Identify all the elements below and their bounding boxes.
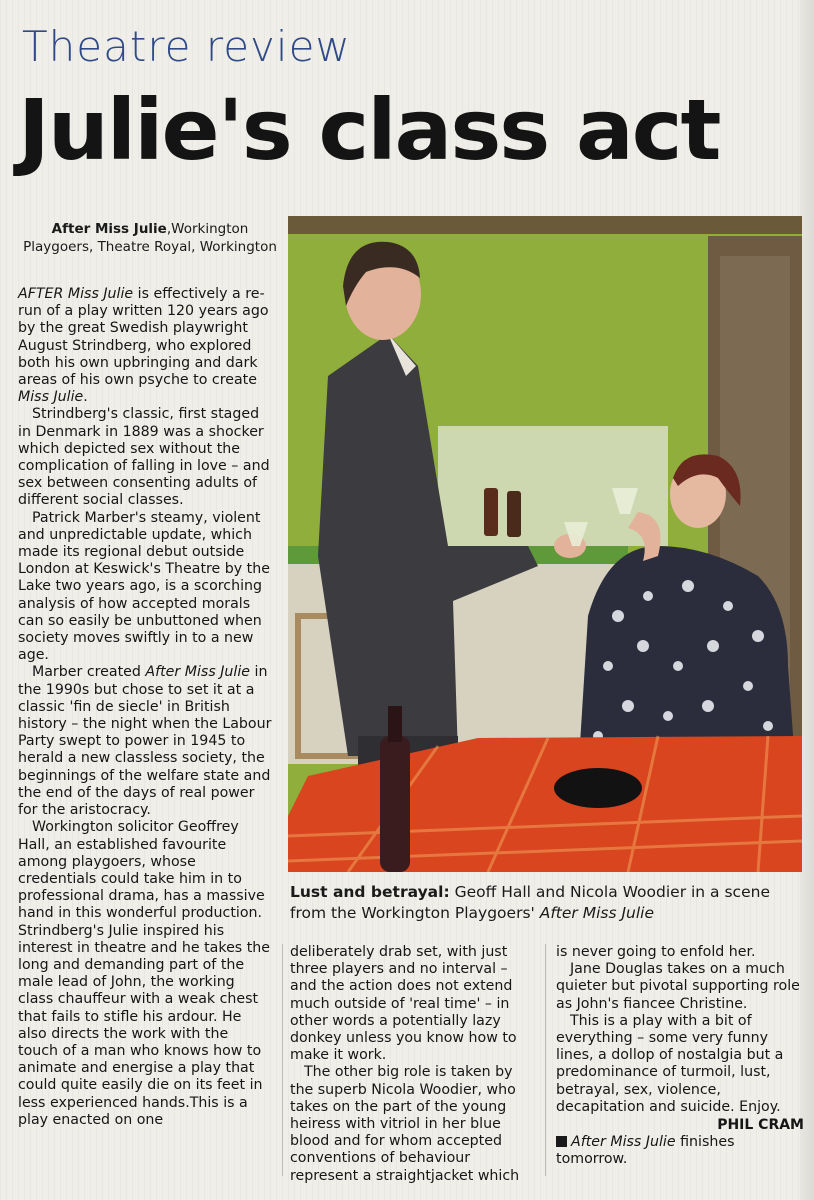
bottle-neck [388, 706, 402, 742]
emphasis: AFTER Miss Julie [18, 286, 134, 302]
hat [554, 768, 642, 808]
paragraph-7: The other big role is taken by the superb Nicola Woodier, who takes on the part of the young heiress with vitriol in her blue blood and for whom accepted conventions of behaviour represent a straightjacket which [290, 1064, 520, 1184]
paragraph-1 [18, 286, 272, 406]
paragraph-8: is never going to enfold her. [556, 944, 756, 960]
emphasis: After Miss Julie [571, 1134, 676, 1151]
caption-lead: Lust and betrayal: [290, 883, 450, 901]
paragraph-3: Patrick Marber's steamy, violent and unpredictable update, which made its regional debut outside London at Keswick's Theatre by the Lake two years ago, is a scorching analysis of how accepted morals can so easily be unbuttoned when society moves swiftly in to a new age. [18, 509, 270, 664]
column-rule [282, 944, 283, 1176]
text: finishes tomorrow. [556, 1134, 735, 1168]
text: is effectively a re-run of a play written 120 years ago by the great Swedish playwright August Strindberg, who explored both his own upbringing and dark areas of his own psyche to create [18, 286, 269, 389]
article-column-3 [556, 944, 804, 1169]
text: Marber created [32, 664, 146, 681]
article-column-1 [18, 286, 272, 1129]
ceiling-beam [288, 216, 802, 234]
photo-scene [288, 216, 802, 872]
text: in the 1990s but chose to set it at a classic 'fin de siecle' in British history – the night when the Labour Party swept to power in 1945 to herald a new classless society, the beginnings of the welfare state and the end of the days of real power for the aristocracy. [18, 664, 272, 819]
production-photo [288, 216, 802, 872]
headline: Julie's class act [18, 81, 720, 179]
paragraph-10: This is a play with a bit of everything – some very funny lines, a dollop of nostalgia but a predominance of turmoil, lust, betrayal, sex, violence, decapitation and suicide. Enjoy. [556, 1012, 784, 1115]
production-title: After Miss Julie [51, 221, 167, 237]
emphasis: After Miss Julie [145, 664, 251, 681]
column-rule [545, 944, 546, 1176]
paragraph-5: Workington solicitor Geoffrey Hall, an established favourite among playgoers, whose credentials could take him in to professional drama, has a massive hand in this wonderful production. Strindberg's Julie inspired his interest in theatre and he takes the long and demanding part of the male lead of John, the working class chauffeur with a weak chest that fails to stifle his ardour. He also directs the work with the touch of a man who knows how to animate and energise a play that could quite easily die on its feet in less experienced hands.This is a play enacted on one [18, 819, 270, 1128]
caption-text: Geoff Hall and Nicola Woodier in a scene from the Workington Playgoers' [290, 883, 770, 922]
bottle [507, 491, 521, 537]
text: . [83, 389, 88, 406]
square-bullet-icon [556, 1136, 567, 1147]
production-credit [18, 220, 282, 256]
paragraph-6: deliberately drab set, with just three players and no interval – and the action does not extend much outside of 'real time' – in other words a potentially lazy donkey unless you know how to make it work. [290, 944, 517, 1064]
paragraph-2: Strindberg's classic, first staged in Denmark in 1889 was a shocker which depicted sex without the complication of falling in love – and sex between consenting adults of different social classes. [18, 406, 270, 509]
paragraph-4 [18, 664, 272, 819]
emphasis: Miss Julie [18, 389, 84, 406]
photo-caption [290, 882, 804, 924]
article-column-2 [290, 944, 536, 1185]
section-kicker: Theatre review [22, 22, 351, 71]
caption-italic: After Miss Julie [539, 904, 654, 922]
production-details: ,Workington Playgoers, Theatre Royal, Workington [23, 221, 277, 255]
footnote [556, 1134, 804, 1168]
wine-bottle [380, 736, 410, 872]
bottle [484, 488, 498, 536]
byline: PHIL CRAM [717, 1117, 804, 1134]
paragraph-9: Jane Douglas takes on a much quieter but pivotal supporting role as John's fiancee Christine. [556, 961, 800, 1012]
